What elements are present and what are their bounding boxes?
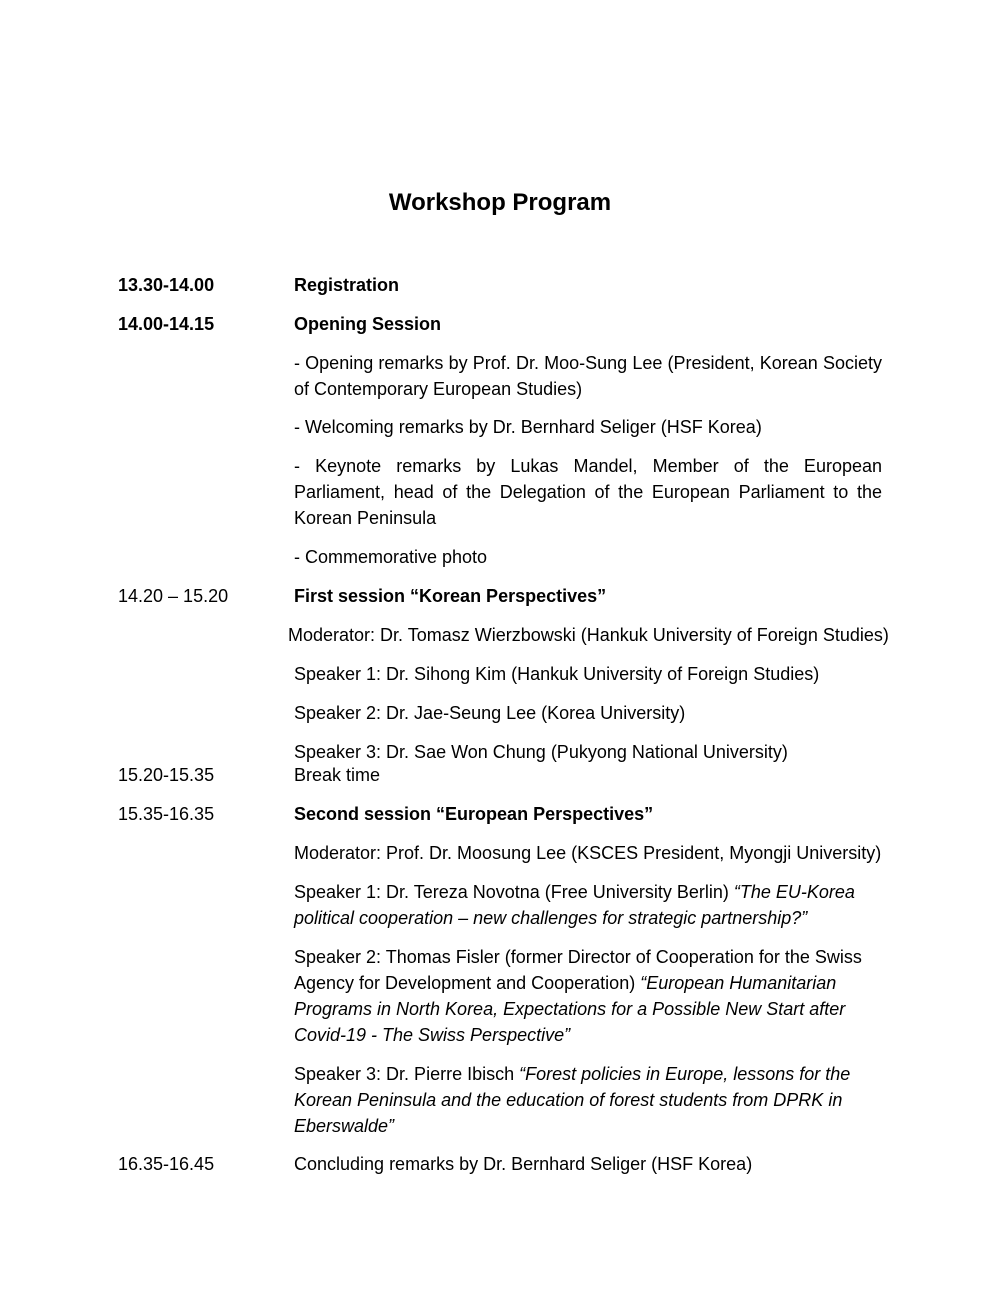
opening-item-4: - Commemorative photo bbox=[294, 547, 488, 567]
heading-second-session: Second session “European Perspectives” bbox=[294, 804, 654, 824]
second-session-moderator: Moderator: Prof. Dr. Moosung Lee (KSCES President, Myongji University) bbox=[294, 843, 882, 863]
time-registration: 13.30-14.00 bbox=[118, 275, 215, 295]
first-session-moderator: Moderator: Dr. Tomasz Wierzbowski (Hankuk University of Foreign Studies) bbox=[288, 625, 889, 645]
opening-item-1: - Opening remarks by Prof. Dr. Moo-Sung Lee (President, Korean Society of Contemporary European Studies) bbox=[294, 353, 882, 399]
talk-title: “European Humanitarian Programs in North Korea, Expectations for a Possible New Start after Covid-19 - The Swiss Perspective” bbox=[294, 973, 846, 1045]
first-session-speaker-3: Speaker 3: Dr. Sae Won Chung (Pukyong National University) bbox=[294, 742, 788, 762]
second-session-speaker-2 bbox=[294, 944, 882, 1048]
speaker-name: Speaker 2: Thomas Fisler (former Director of Cooperation for the Swiss Agency for Development and Cooperation) bbox=[294, 947, 862, 993]
time-first-session: 14.20 – 15.20 bbox=[118, 586, 229, 606]
entry-concluding: Concluding remarks by Dr. Bernhard Seliger (HSF Korea) bbox=[294, 1154, 753, 1174]
opening-item-3: - Keynote remarks by Lukas Mandel, Member of the European Parliament, head of the Delegation of the European Parliament to the Korean Peninsula bbox=[294, 456, 882, 528]
second-session-speaker-1 bbox=[294, 879, 882, 931]
time-break: 15.20-15.35 bbox=[118, 765, 215, 785]
page-title: Workshop Program bbox=[388, 189, 612, 216]
speaker-name: Speaker 3: Dr. Pierre Ibisch bbox=[294, 1064, 520, 1084]
time-second-session: 15.35-16.35 bbox=[118, 804, 215, 824]
heading-opening-session: Opening Session bbox=[294, 314, 442, 334]
time-concluding: 16.35-16.45 bbox=[118, 1154, 215, 1174]
opening-item-2: - Welcoming remarks by Dr. Bernhard Seliger (HSF Korea) bbox=[294, 417, 762, 437]
talk-title: “Forest policies in Europe, lessons for the Korean Peninsula and the education of forest students from DPRK in Eberswalde” bbox=[294, 1064, 851, 1136]
first-session-speaker-2: Speaker 2: Dr. Jae-Seung Lee (Korea University) bbox=[294, 703, 686, 723]
speaker-name: Speaker 1: Dr. Tereza Novotna (Free University Berlin) bbox=[294, 882, 734, 902]
entry-registration: Registration bbox=[294, 275, 400, 295]
entry-break: Break time bbox=[294, 765, 381, 785]
second-session-speaker-3 bbox=[294, 1061, 882, 1139]
time-opening-session: 14.00-14.15 bbox=[118, 314, 215, 334]
talk-title: “The EU-Korea political cooperation – new challenges for strategic partnership?” bbox=[294, 882, 855, 928]
first-session-speaker-1: Speaker 1: Dr. Sihong Kim (Hankuk University of Foreign Studies) bbox=[294, 664, 820, 684]
heading-first-session: First session “Korean Perspectives” bbox=[294, 586, 607, 606]
